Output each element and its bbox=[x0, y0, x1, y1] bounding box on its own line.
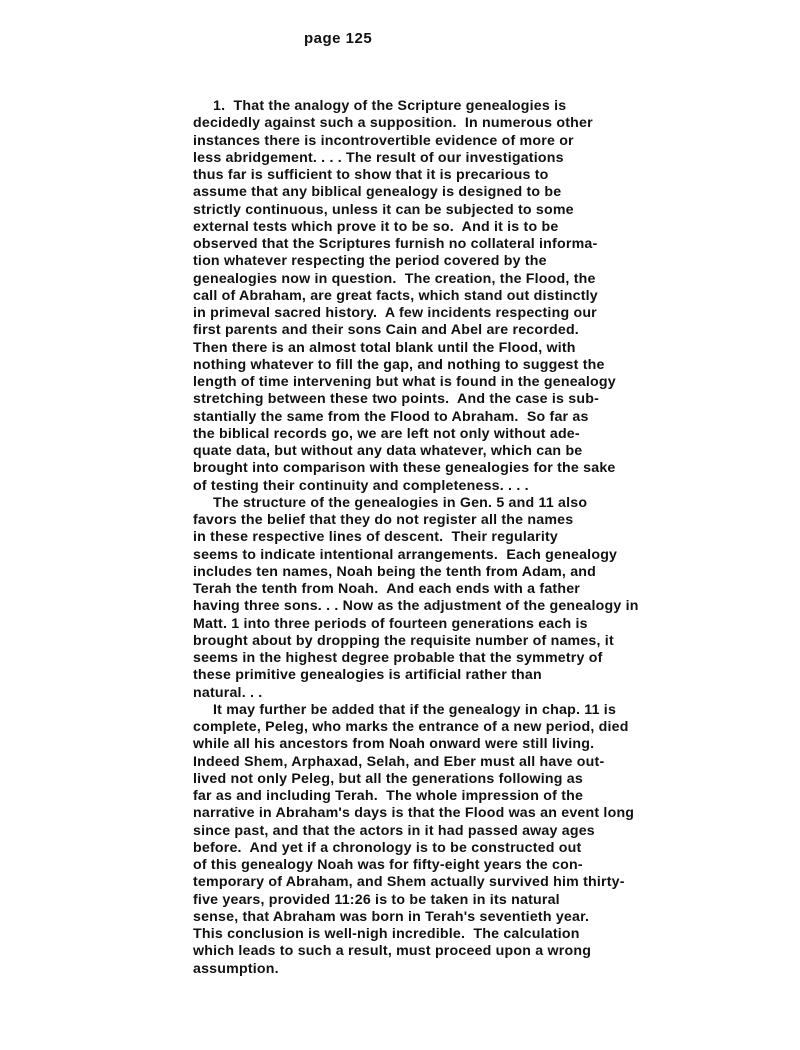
text-line: the biblical records go, we are left not only without ade- bbox=[193, 425, 580, 442]
text-line: genealogies now in question. The creation, the Flood, the bbox=[193, 270, 596, 287]
text-line: first parents and their sons Cain and Abel are recorded. bbox=[193, 322, 579, 339]
text-line: 1. That the analogy of the Scripture genealogies is bbox=[213, 98, 567, 114]
text-line: complete, Peleg, who marks the entrance of a new period, died bbox=[193, 719, 629, 735]
text-line: seems to indicate intentional arrangements. Each genealogy bbox=[193, 546, 618, 563]
text-line: stantially the same from the Flood to Abraham. So far as bbox=[193, 408, 589, 425]
text-line: instances there is incontrovertible evidence of more or bbox=[193, 132, 574, 149]
text-line: quate data, but without any data whatever, which can be bbox=[193, 443, 583, 459]
text-line: strictly continuous, unless it can be subjected to some bbox=[193, 201, 574, 218]
text-line: narrative in Abraham's days is that the Flood was an event long bbox=[193, 805, 635, 822]
text-line: stretching between these two points. And the case is sub- bbox=[193, 391, 600, 408]
text-line: brought about by dropping the requisite number of names, it bbox=[193, 632, 614, 649]
text-line: brought into comparison with these genealogies for the sake bbox=[193, 460, 616, 477]
text-line: length of time intervening but what is found in the genealogy bbox=[193, 374, 616, 390]
text-line: thus far is sufficient to show that it is precarious to bbox=[193, 167, 549, 183]
text-line: while all his ancestors from Noah onward were still living. bbox=[193, 736, 595, 753]
text-line: Indeed Shem, Arphaxad, Selah, and Eber must all have out- bbox=[193, 753, 605, 770]
text-line: includes ten names, Noah being the tenth from Adam, and bbox=[193, 563, 597, 580]
text-line: of testing their continuity and completeness. . . . bbox=[193, 477, 529, 494]
text-line: observed that the Scriptures furnish no collateral informa- bbox=[193, 236, 598, 252]
text-line: This conclusion is well-nigh incredible. The calculation bbox=[193, 926, 580, 942]
text-line: lived not only Peleg, but all the generations following as bbox=[193, 770, 583, 787]
text-line: which leads to such a result, must proceed upon a wrong bbox=[193, 943, 592, 960]
text-line: decidedly against such a supposition. In numerous other bbox=[193, 115, 593, 132]
paragraph-1 bbox=[193, 98, 783, 495]
text-line: these primitive genealogies is artificial rather than bbox=[193, 667, 542, 684]
text-line: It may further be added that if the genealogy in chap. 11 is bbox=[213, 701, 617, 718]
text-line: sense, that Abraham was born in Terah's seventieth year. bbox=[193, 908, 590, 925]
text-line: nothing whatever to fill the gap, and nothing to suggest the bbox=[193, 356, 605, 373]
text-line: Matt. 1 into three periods of fourteen generations each is bbox=[193, 615, 588, 632]
text-line: assume that any biblical genealogy is designed to be bbox=[193, 184, 562, 201]
text-line: far as and including Terah. The whole impression of the bbox=[193, 788, 584, 804]
page-number: page 125 bbox=[304, 30, 373, 47]
text-line: of this genealogy Noah was for fifty-eight years the con- bbox=[193, 857, 583, 873]
text-line: assumption. bbox=[193, 960, 279, 977]
text-line: five years, provided 11:26 is to be taken in its natural bbox=[193, 891, 560, 908]
text-line: natural. . . bbox=[193, 684, 263, 701]
text-line: call of Abraham, are great facts, which stand out distinctly bbox=[193, 287, 598, 304]
text-line: Terah the tenth from Noah. And each ends with a father bbox=[193, 581, 581, 597]
text-line: less abridgement. . . . The result of our investigations bbox=[193, 149, 564, 166]
paragraph-3 bbox=[193, 702, 783, 978]
text-line: since past, and that the actors in it had passed away ages bbox=[193, 822, 595, 839]
text-line: favors the belief that they do not register all the names bbox=[193, 512, 574, 528]
text-line: in primeval sacred history. A few incidents respecting our bbox=[193, 305, 597, 321]
text-line: in these respective lines of descent. Their regularity bbox=[193, 529, 559, 546]
text-line: Then there is an almost total blank until the Flood, with bbox=[193, 339, 576, 356]
text-line: before. And yet if a chronology is to be constructed out bbox=[193, 839, 582, 856]
paragraph-2 bbox=[193, 495, 783, 702]
text-line: external tests which prove it to be so. And it is to be bbox=[193, 218, 559, 235]
text-line: having three sons. . . Now as the adjustment of the genealogy in bbox=[193, 598, 639, 615]
text-line: temporary of Abraham, and Shem actually survived him thirty- bbox=[193, 874, 625, 891]
body-text bbox=[193, 98, 783, 978]
text-line: tion whatever respecting the period covered by the bbox=[193, 253, 547, 270]
text-line: The structure of the genealogies in Gen. 5 and 11 also bbox=[213, 494, 588, 511]
text-line: seems in the highest degree probable that the symmetry of bbox=[193, 650, 603, 666]
